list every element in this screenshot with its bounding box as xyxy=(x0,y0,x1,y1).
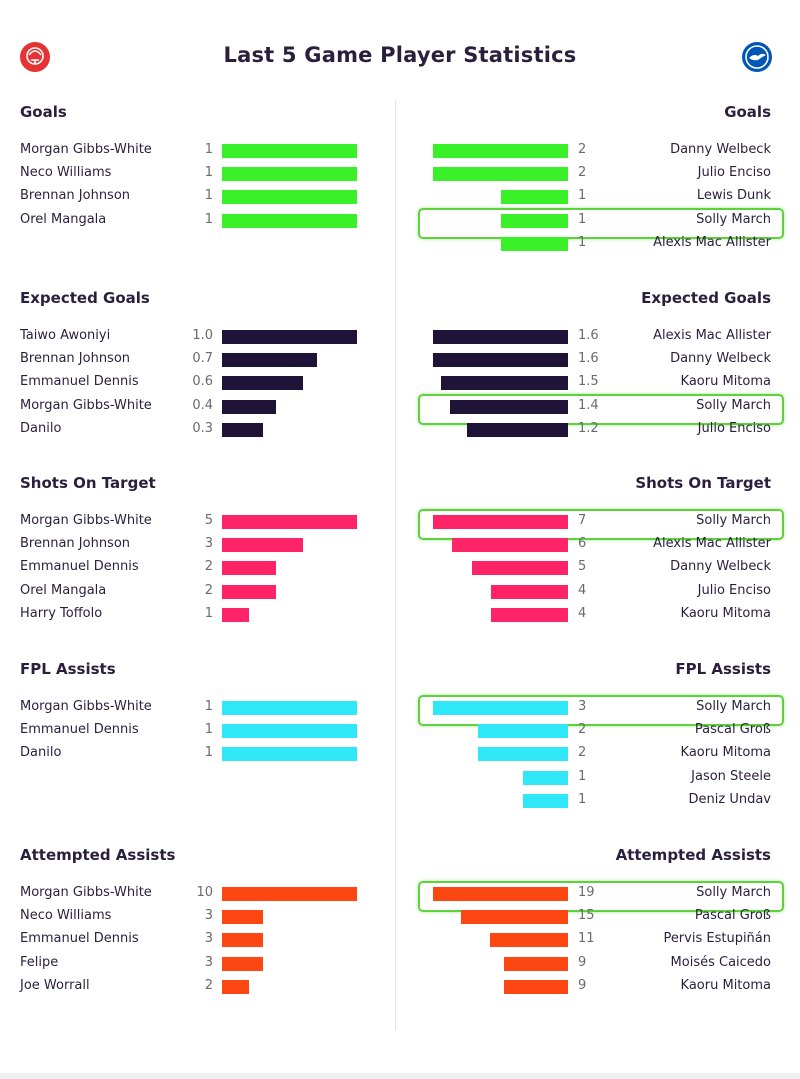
left-bar xyxy=(222,561,276,575)
section-title-right: Shots On Target xyxy=(635,474,771,492)
right-bar xyxy=(523,794,568,808)
right-stat-value: 1.6 xyxy=(578,328,599,343)
right-player-name: Pascal Groß xyxy=(694,722,771,738)
left-stat-value: 0.4 xyxy=(192,397,213,413)
right-bar xyxy=(490,933,568,947)
left-player-name: Brennan Johnson xyxy=(20,351,131,367)
left-stat-value: 1 xyxy=(204,745,213,761)
left-stat-value: 0.6 xyxy=(192,374,213,390)
section-title-left: Expected Goals xyxy=(20,289,150,307)
left-stat-value: 1 xyxy=(204,188,213,204)
header xyxy=(0,0,800,100)
left-player-name: Morgan Gibbs-White xyxy=(20,142,152,157)
left-player-name: Morgan Gibbs-White xyxy=(20,513,152,528)
left-bar xyxy=(222,423,263,437)
left-player-name: Felipe xyxy=(20,954,59,970)
right-player-name: Solly March xyxy=(696,699,771,714)
left-stat-value: 1 xyxy=(204,699,213,714)
right-stat-value: 7 xyxy=(578,513,587,528)
center-divider xyxy=(395,100,396,1030)
right-player-name: Kaoru Mitoma xyxy=(680,745,771,761)
right-stat-value: 2 xyxy=(578,745,587,761)
right-stat-value: 11 xyxy=(578,931,595,947)
section-title-right: Expected Goals xyxy=(641,289,771,307)
left-bar xyxy=(222,701,357,715)
section-title-right: Goals xyxy=(724,103,771,121)
left-stat-value: 10 xyxy=(196,885,213,900)
right-stat-value: 19 xyxy=(578,885,595,900)
left-stat-value: 1 xyxy=(204,605,213,621)
left-bar xyxy=(222,190,357,204)
left-bar xyxy=(222,957,263,971)
right-stat-value: 1 xyxy=(578,211,587,227)
right-stat-value: 1 xyxy=(578,791,587,807)
section-title-right: Attempted Assists xyxy=(615,846,771,864)
left-stat-value: 1 xyxy=(204,722,213,738)
left-bar xyxy=(222,144,357,158)
left-bar xyxy=(222,887,357,901)
right-bar xyxy=(504,980,568,994)
right-bar xyxy=(467,423,568,437)
left-stat-value: 3 xyxy=(204,954,213,970)
section-title-right: FPL Assists xyxy=(675,660,771,678)
left-stat-value: 2 xyxy=(204,582,213,598)
section-title-left: FPL Assists xyxy=(20,660,116,678)
left-player-name: Emmanuel Dennis xyxy=(20,559,139,575)
right-stat-value: 1 xyxy=(578,768,587,784)
right-player-name: Solly March xyxy=(696,885,771,900)
left-stat-value: 1 xyxy=(204,165,213,181)
right-stat-value: 1 xyxy=(578,234,587,250)
right-bar xyxy=(461,910,568,924)
right-stat-value: 9 xyxy=(578,977,587,993)
right-player-name: Kaoru Mitoma xyxy=(680,374,771,390)
left-bar xyxy=(222,330,357,344)
right-bar xyxy=(441,376,568,390)
left-stat-value: 3 xyxy=(204,931,213,947)
left-bar xyxy=(222,538,303,552)
left-bar xyxy=(222,747,357,761)
left-bar xyxy=(222,724,357,738)
right-stat-value: 4 xyxy=(578,582,587,598)
section-title-left: Shots On Target xyxy=(20,474,156,492)
right-player-name: Danny Welbeck xyxy=(670,559,771,575)
left-bar xyxy=(222,585,276,599)
right-bar xyxy=(433,167,568,181)
right-player-name: Solly March xyxy=(696,211,771,227)
right-bar xyxy=(523,771,568,785)
right-stat-value: 4 xyxy=(578,605,587,621)
right-bar xyxy=(501,237,569,251)
left-bar xyxy=(222,214,357,228)
right-stat-value: 1.5 xyxy=(578,374,599,390)
right-player-name: Julio Enciso xyxy=(697,582,771,598)
right-stat-value: 2 xyxy=(578,142,587,157)
left-player-name: Emmanuel Dennis xyxy=(20,931,139,947)
left-bar xyxy=(222,167,357,181)
left-bar xyxy=(222,980,249,994)
left-player-name: Joe Worrall xyxy=(20,977,90,993)
left-player-name: Morgan Gibbs-White xyxy=(20,699,152,714)
left-stat-value: 3 xyxy=(204,908,213,924)
footer-band xyxy=(0,1073,800,1079)
right-player-name: Kaoru Mitoma xyxy=(680,605,771,621)
left-bar xyxy=(222,608,249,622)
left-player-name: Morgan Gibbs-White xyxy=(20,885,152,900)
right-stat-value: 1.4 xyxy=(578,397,599,413)
left-player-name: Neco Williams xyxy=(20,165,112,181)
left-stat-value: 1 xyxy=(204,142,213,157)
left-player-name: Danilo xyxy=(20,745,62,761)
right-player-name: Solly March xyxy=(696,513,771,528)
right-player-name: Solly March xyxy=(696,397,771,413)
left-stat-value: 0.3 xyxy=(192,420,213,436)
left-stat-value: 1 xyxy=(204,211,213,227)
left-stat-value: 5 xyxy=(204,513,213,528)
right-bar xyxy=(472,561,568,575)
right-player-name: Julio Enciso xyxy=(697,165,771,181)
left-player-name: Orel Mangala xyxy=(20,582,107,598)
left-player-name: Morgan Gibbs-White xyxy=(20,397,152,413)
right-bar xyxy=(491,608,568,622)
right-player-name: Moisés Caicedo xyxy=(670,954,771,970)
right-stat-value: 2 xyxy=(578,165,587,181)
right-stat-value: 1.6 xyxy=(578,351,599,367)
right-bar xyxy=(478,747,568,761)
left-stat-value: 1.0 xyxy=(192,328,213,343)
left-stat-value: 2 xyxy=(204,977,213,993)
right-stat-value: 9 xyxy=(578,954,587,970)
right-bar xyxy=(433,144,568,158)
left-player-name: Taiwo Awoniyi xyxy=(20,328,111,343)
left-player-name: Orel Mangala xyxy=(20,211,107,227)
right-player-name: Pascal Groß xyxy=(694,908,771,924)
left-bar xyxy=(222,376,303,390)
left-bar xyxy=(222,400,276,414)
right-bar xyxy=(501,190,569,204)
right-player-name: Alexis Mac Allister xyxy=(653,234,771,250)
right-bar xyxy=(478,724,568,738)
right-player-name: Danny Welbeck xyxy=(670,351,771,367)
right-player-name: Julio Enciso xyxy=(697,420,771,436)
right-player-name: Pervis Estupiñán xyxy=(663,931,771,947)
right-stat-value: 3 xyxy=(578,699,587,714)
right-stat-value: 15 xyxy=(578,908,595,924)
left-player-name: Emmanuel Dennis xyxy=(20,722,139,738)
brighton-badge-icon xyxy=(742,42,772,72)
left-player-name: Brennan Johnson xyxy=(20,536,131,552)
left-bar xyxy=(222,353,317,367)
left-bar xyxy=(222,515,357,529)
right-player-name: Alexis Mac Allister xyxy=(653,328,771,343)
right-bar xyxy=(504,957,568,971)
left-stat-value: 3 xyxy=(204,536,213,552)
section-title-left: Goals xyxy=(20,103,67,121)
left-player-name: Danilo xyxy=(20,420,62,436)
right-stat-value: 1.2 xyxy=(578,420,599,436)
left-bar xyxy=(222,910,263,924)
right-stat-value: 6 xyxy=(578,536,587,552)
right-stat-value: 1 xyxy=(578,188,587,204)
right-player-name: Kaoru Mitoma xyxy=(680,977,771,993)
right-player-name: Deniz Undav xyxy=(688,791,771,807)
left-player-name: Harry Toffolo xyxy=(20,605,103,621)
left-player-name: Emmanuel Dennis xyxy=(20,374,139,390)
right-bar xyxy=(433,353,568,367)
right-bar xyxy=(452,538,568,552)
left-bar xyxy=(222,933,263,947)
left-player-name: Brennan Johnson xyxy=(20,188,131,204)
right-bar xyxy=(491,585,568,599)
left-stat-value: 0.7 xyxy=(192,351,213,367)
left-player-name: Neco Williams xyxy=(20,908,112,924)
section-title-left: Attempted Assists xyxy=(20,846,176,864)
left-stat-value: 2 xyxy=(204,559,213,575)
right-player-name: Alexis Mac Allister xyxy=(653,536,771,552)
right-bar xyxy=(433,330,568,344)
right-player-name: Jason Steele xyxy=(691,768,771,784)
right-player-name: Lewis Dunk xyxy=(696,188,771,204)
right-stat-value: 5 xyxy=(578,559,587,575)
page-title: Last 5 Game Player Statistics xyxy=(223,43,577,67)
right-stat-value: 2 xyxy=(578,722,587,738)
right-player-name: Danny Welbeck xyxy=(670,142,771,157)
